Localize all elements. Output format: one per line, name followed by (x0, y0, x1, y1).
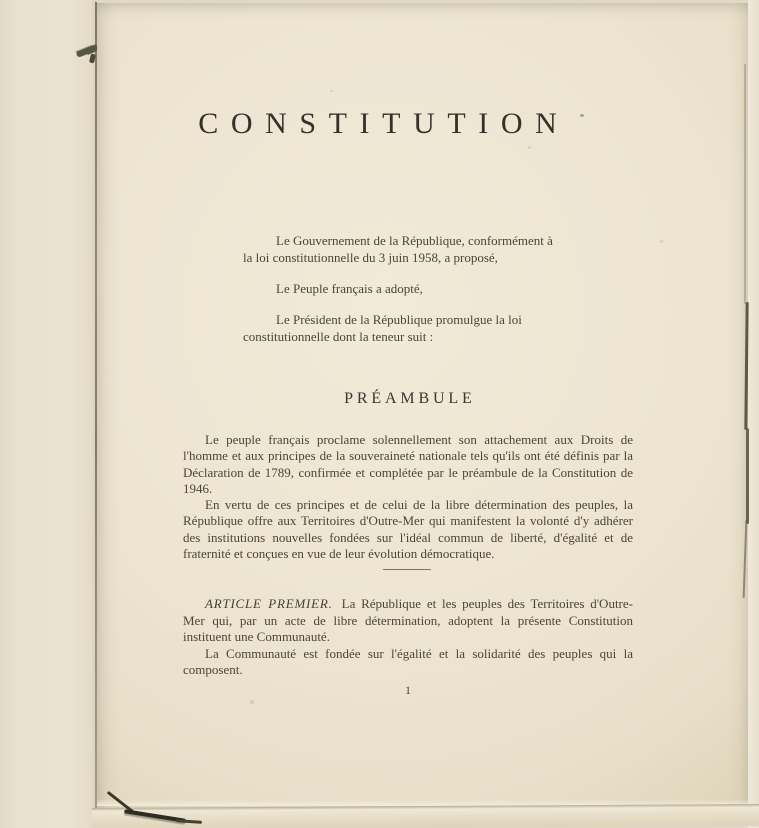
section-divider-rule (383, 569, 431, 570)
deckle-edge-fragment (744, 64, 746, 304)
foxing-speck (250, 700, 254, 704)
article-premier-paragraph (183, 596, 633, 646)
foxing-speck (330, 90, 333, 92)
preambule-section (183, 432, 633, 562)
foxing-speck (528, 146, 531, 149)
article-communaute-paragraph: La Communauté est fondée sur l'égalité et la solidarité des peuples qui la composent. (183, 645, 633, 677)
left-flyleaf-page (0, 0, 96, 828)
intro-paragraph-people: Le Peuple français a adopté, (276, 281, 423, 296)
intro-section (243, 232, 561, 359)
underlying-page-edge-right (748, 0, 759, 828)
foxing-speck (660, 240, 663, 243)
intro-paragraph-president: Le Président de la République promulgue la loi constitutionnelle dont la teneur suit : (243, 312, 522, 344)
page-title: CONSTITUTION (198, 107, 570, 140)
article-premier-text: La République et les peuples des Territoires d'Outre-Mer qui, par un acte de libre détermination, adoptent la présente Constitution instituent une Communauté. (183, 596, 633, 644)
deckle-edge-fragment (746, 428, 749, 524)
preambule-paragraph-territories: En vertu de ces principes et de celui de la libre détermination des peuples, la République offre aux Territoires d'Outre-Mer qui manifestent la volonté d'y adhérer des institutions nouvelles fondées sur l'idéal commun de liberté, d'égalité et de fraternité et conçues en vue de leur évolution démocratique. (183, 497, 633, 562)
preambule-heading: PRÉAMBULE (344, 390, 476, 407)
article-premier-section (183, 596, 633, 679)
preambule-paragraph-rights: Le peuple français proclame solennellement son attachement aux Droits de l'homme et aux principes de la souveraineté nationale tels qu'ils ont été définis par la Déclaration de 1789, confirmée et complétée par le préambule de la Constitution de 1946. (183, 432, 633, 496)
intro-paragraph-government: Le Gouvernement de la République, conformément à la loi constitutionnelle du 3 juin 1958, a proposé, (243, 233, 553, 265)
foxing-speck (580, 114, 584, 117)
document-page (97, 3, 748, 809)
underlying-page-bottom (92, 804, 759, 828)
article-premier-label: ARTICLE PREMIER. (205, 596, 333, 611)
page-number: 1 (405, 683, 411, 697)
